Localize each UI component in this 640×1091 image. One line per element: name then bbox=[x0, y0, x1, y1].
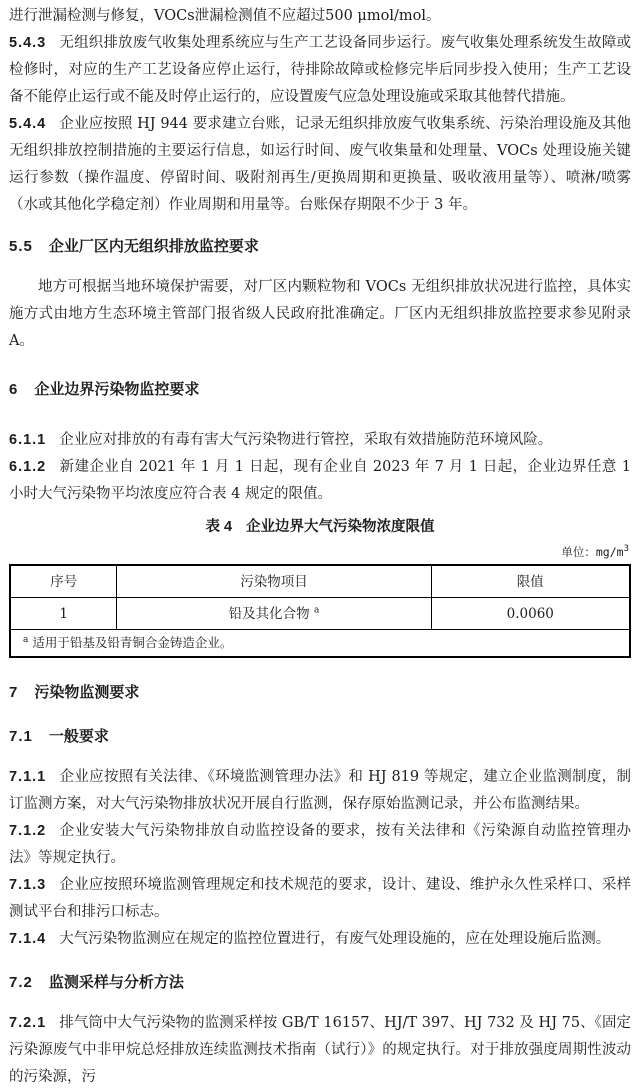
table-unit-label bbox=[9, 544, 629, 560]
clause-number: 7.1.4 bbox=[9, 931, 47, 947]
footnote-marker: a bbox=[23, 634, 29, 645]
clause-7-2-1 bbox=[9, 1010, 631, 1091]
table-header-row bbox=[10, 565, 630, 598]
unit-superscript: 3 bbox=[623, 544, 629, 555]
clause-5-4-3 bbox=[9, 30, 631, 111]
clause-5-4-4 bbox=[9, 111, 631, 219]
section-heading-7-1 bbox=[9, 726, 631, 748]
cell-limit-value: 0.0060 bbox=[431, 598, 630, 630]
paragraph-5-5: 地方可根据当地环境保护需要，对厂区内颗粒物和 VOCs 无组织排放状况进行监控，具体实施方式由地方生态环境主管部门报省级人民政府批准确定。厂区内无组织排放监控要求参见附录 A。 bbox=[9, 279, 631, 349]
header-serial-number: 序号 bbox=[10, 565, 117, 598]
clause-number: 6.1.2 bbox=[9, 459, 47, 475]
clause-text: 新建企业自 2021 年 1 月 1 日起，现有企业自 2023 年 7 月 1 日起，企业边界任意 1 小时大气污染物平均浓度应符合表 4 规定的限值。 bbox=[9, 459, 631, 502]
header-pollutant-item: 污染物项目 bbox=[117, 565, 431, 598]
clause-7-1-3 bbox=[9, 872, 631, 926]
clause-text: 企业安装大气污染物排放自动监控设备的要求，按有关法律和《污染源自动监控管理办法》等规定执行。 bbox=[9, 823, 631, 866]
clause-text: 大气污染物监测应在规定的监控位置进行，有废气处理设施的，应在处理设施后监测。 bbox=[59, 931, 611, 947]
clause-number: 7.1.1 bbox=[9, 769, 47, 785]
section-heading-5-5 bbox=[9, 236, 631, 258]
clause-text: 排气筒中大气污染物的监测采样按 GB/T 16157、HJ/T 397、HJ 732 及 HJ 75、《固定污染源废气中非甲烷总烃排放连续监测技术指南（试行）》的规定执行。对于排放强度周期性波动的污染源，污 bbox=[9, 1015, 631, 1085]
section-title: 一般要求 bbox=[48, 728, 109, 745]
clause-6-1-2 bbox=[9, 454, 631, 508]
pollutant-footnote-marker: a bbox=[313, 605, 320, 615]
table-title-text: 企业边界大气污染物浓度限值 bbox=[246, 519, 435, 535]
unit-text: 单位：mg/m bbox=[561, 545, 624, 559]
clause-text: 企业应按照有关法律、《环境监测管理办法》和 HJ 819 等规定，建立企业监测制度，制订监测方案，对大气污染物排放状况开展自行监测，保存原始监测记录，并公布监测结果。 bbox=[9, 769, 631, 812]
section-number: 5.5 bbox=[9, 238, 33, 255]
section-number: 7 bbox=[9, 684, 19, 701]
clause-7-1-1 bbox=[9, 764, 631, 818]
clause-text: 企业应按照 HJ 944 要求建立台账，记录无组织排放废气收集系统、污染治理设施及其他无组织排放控制措施的主要运行信息，如运行时间、废气收集量和处理量、VOCs 处理设施关键运行参数（操作温度、停留时间、吸附剂再生/更换周期和更换量、吸收液用量等）、喷淋/喷雾（水或其他化学稳定剂）作业周期和用量等。台账保存期限不少于 3 年。 bbox=[9, 116, 631, 213]
table-footnote bbox=[10, 630, 630, 658]
section-heading-7 bbox=[9, 682, 631, 704]
table-number: 表 4 bbox=[205, 519, 233, 535]
section-number: 7.2 bbox=[9, 974, 33, 991]
cell-pollutant-item bbox=[117, 598, 431, 630]
clause-number: 7.1.2 bbox=[9, 823, 47, 839]
clause-number: 5.4.4 bbox=[9, 116, 47, 132]
footnote-text: 适用于铅基及铅青铜合金铸造企业。 bbox=[32, 635, 233, 650]
section-number: 7.1 bbox=[9, 728, 33, 745]
section-heading-7-2 bbox=[9, 972, 631, 994]
intro-continuation-paragraph: 进行泄漏检测与修复，VOCs泄漏检测值不应超过500 μmol/mol。 bbox=[9, 8, 441, 24]
clause-7-1-2 bbox=[9, 818, 631, 872]
section-title: 污染物监测要求 bbox=[34, 684, 140, 701]
clause-7-1-4 bbox=[9, 926, 631, 953]
section-number: 6 bbox=[9, 381, 19, 398]
table-row bbox=[10, 598, 630, 630]
clause-text: 企业应对排放的有毒有害大气污染物进行管控，采取有效措施防范环境风险。 bbox=[59, 432, 553, 448]
table-footnote-row bbox=[10, 630, 630, 658]
section-title: 企业厂区内无组织排放监控要求 bbox=[48, 238, 259, 255]
table-4-pollutant-limits bbox=[9, 564, 631, 658]
clause-6-1-1 bbox=[9, 427, 631, 454]
header-limit-value: 限值 bbox=[431, 565, 630, 598]
cell-serial-number: 1 bbox=[10, 598, 117, 630]
clause-number: 7.2.1 bbox=[9, 1015, 47, 1031]
clause-number: 6.1.1 bbox=[9, 432, 47, 448]
section-heading-6 bbox=[9, 379, 631, 401]
section-title: 监测采样与分析方法 bbox=[48, 974, 184, 991]
clause-number: 7.1.3 bbox=[9, 877, 47, 893]
pollutant-name: 铅及其化合物 bbox=[228, 605, 310, 622]
clause-number: 5.4.3 bbox=[9, 35, 47, 51]
clause-text: 无组织排放废气收集处理系统应与生产工艺设备同步运行。废气收集处理系统发生故障或检修时，对应的生产工艺设备应停止运行，待排除故障或检修完毕后同步投入使用；生产工艺设备不能停止运行或不能及时停止运行的，应设置废气应急处理设施或采取其他替代措施。 bbox=[9, 35, 631, 105]
table-4-title bbox=[9, 515, 631, 539]
section-title: 企业边界污染物监控要求 bbox=[34, 381, 200, 398]
clause-text: 企业应按照环境监测管理规定和技术规范的要求，设计、建设、维护永久性采样口、采样测试平台和排污口标志。 bbox=[9, 877, 631, 920]
